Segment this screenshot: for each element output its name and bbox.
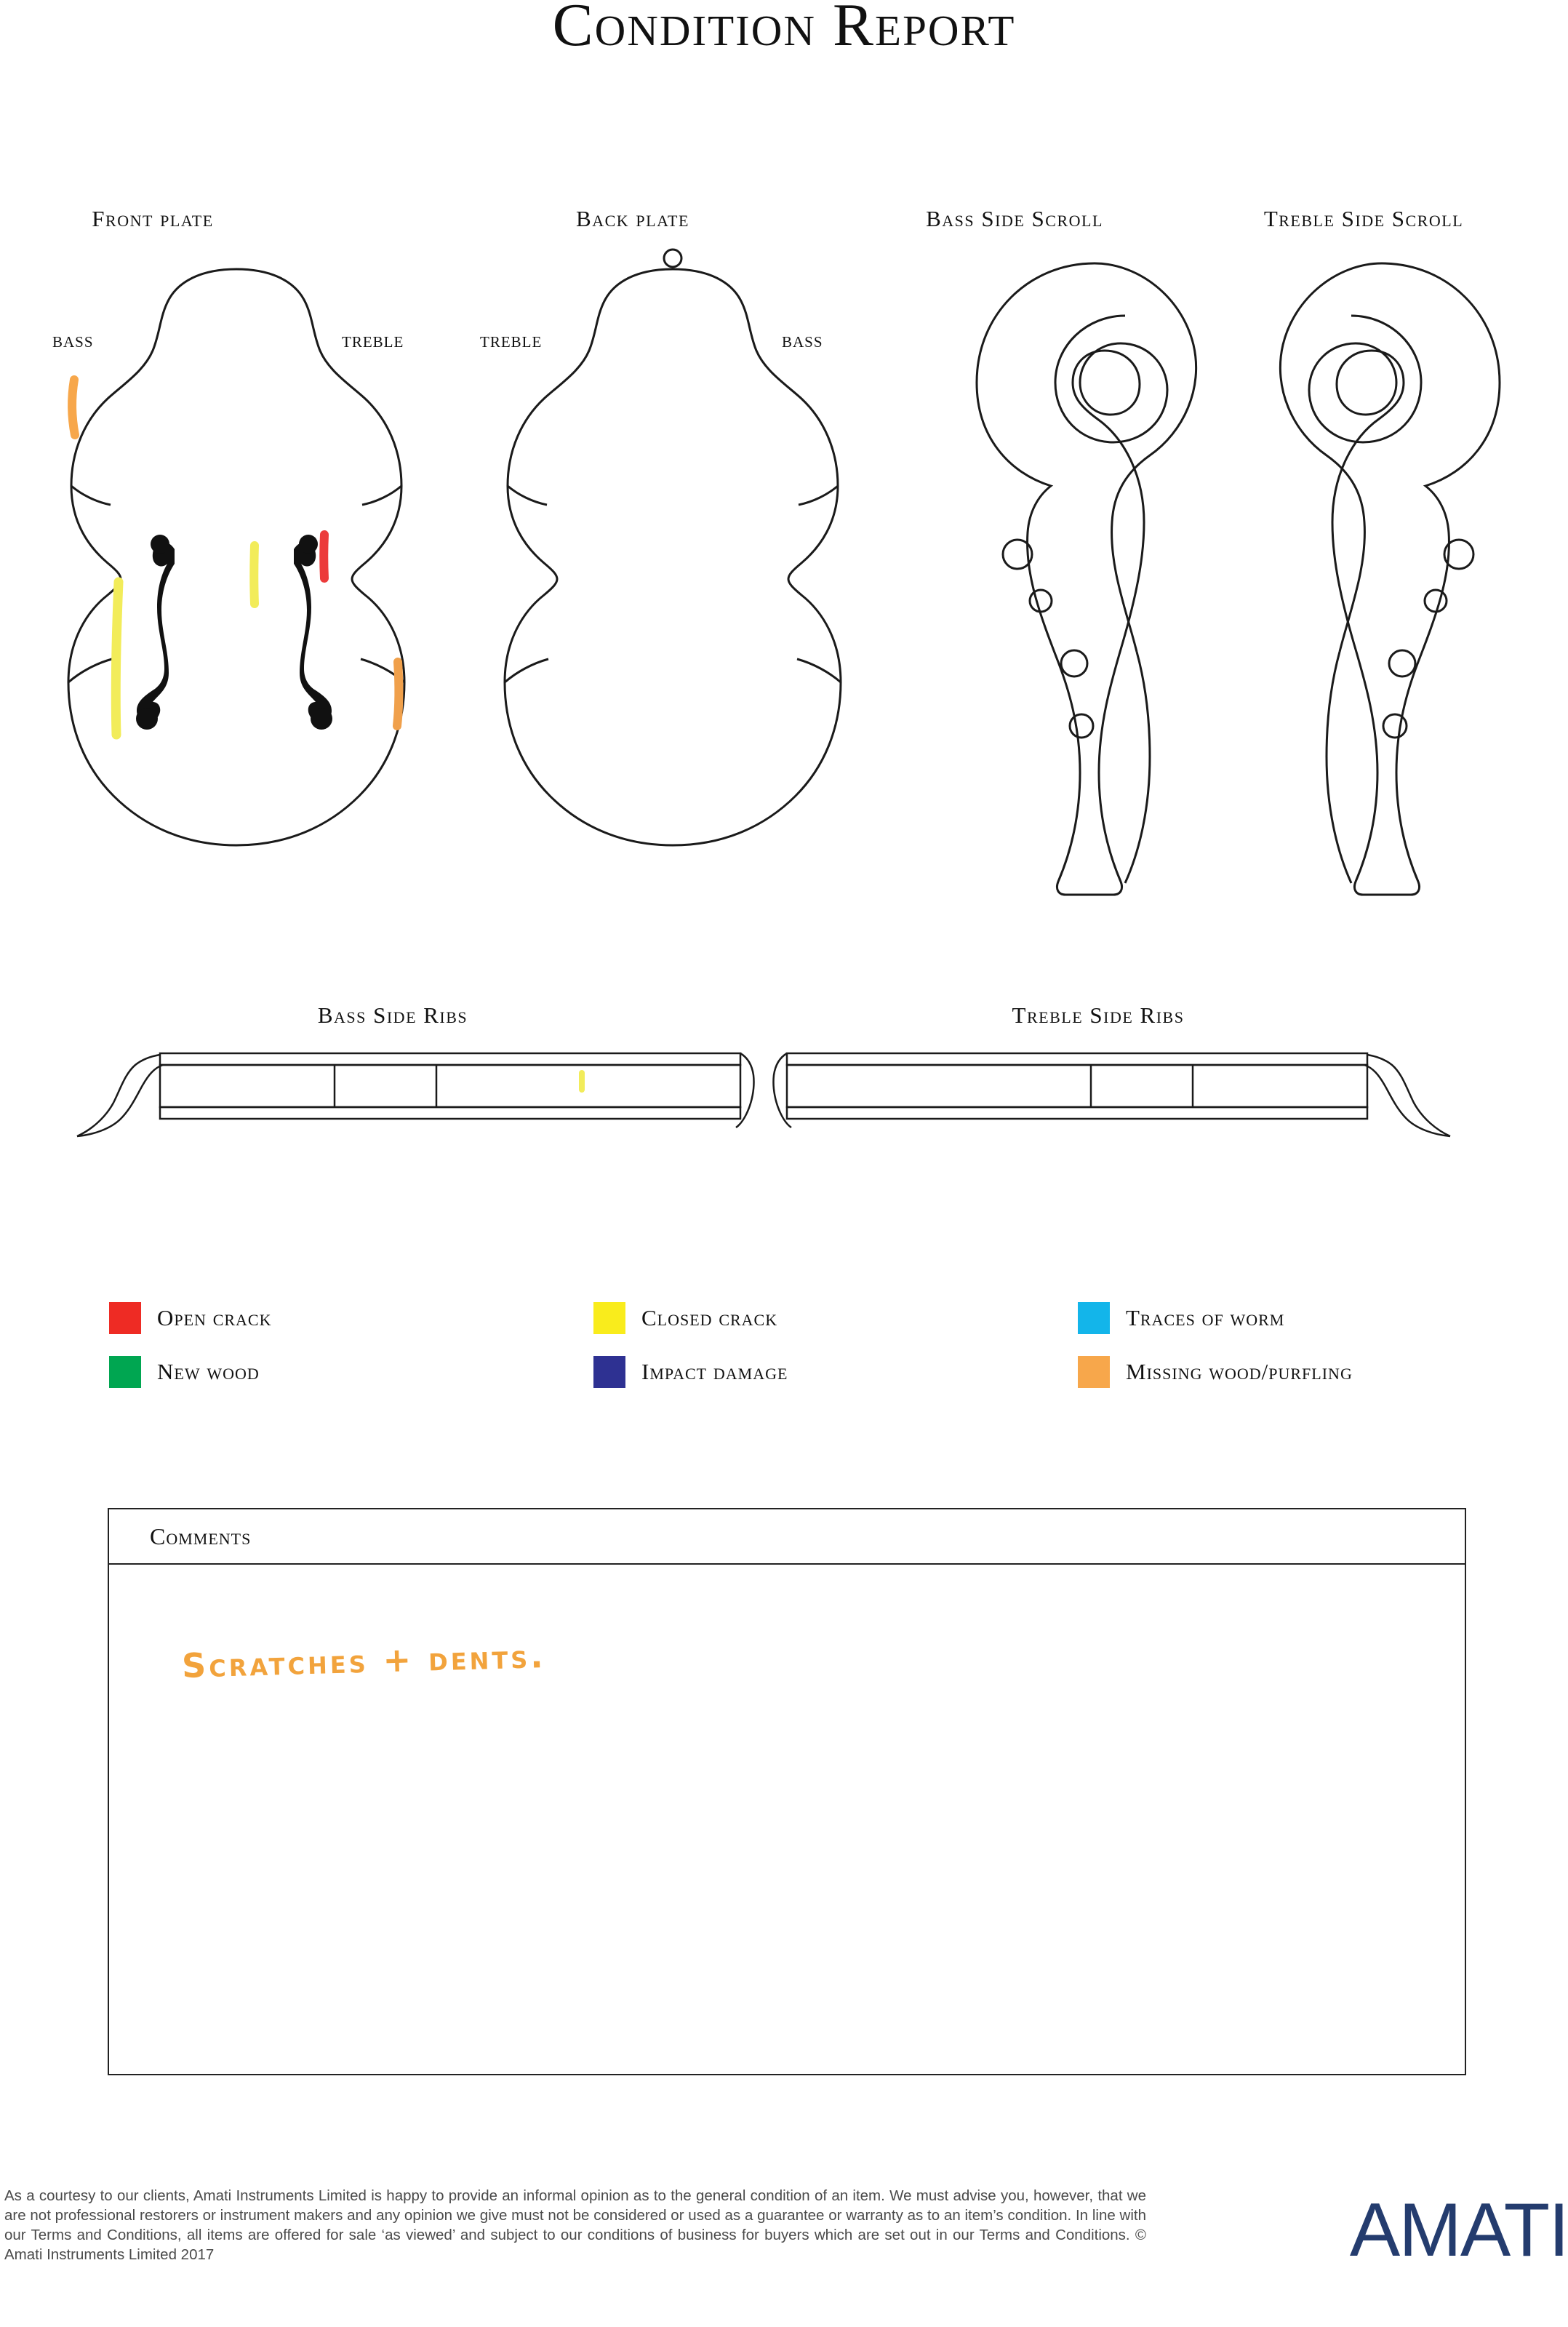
legend-item-missing-wood bbox=[1078, 1356, 1469, 1388]
back-plate-bass-label: BASS bbox=[782, 333, 823, 351]
label-front-plate: Front plate bbox=[92, 206, 214, 231]
marking-closed-crack-centre-treble bbox=[254, 546, 255, 604]
label-treble-side-scroll: Treble Side Scroll bbox=[1263, 206, 1464, 231]
front-plate-bass-label: BASS bbox=[52, 333, 94, 351]
bass-side-ribs-diagram[interactable] bbox=[73, 1033, 756, 1149]
comments-box[interactable] bbox=[108, 1508, 1466, 2075]
legend-swatch-traces-of-worm bbox=[1078, 1302, 1110, 1334]
comments-header-label: Comments bbox=[150, 1522, 252, 1549]
legend-label-traces-of-worm: Traces of worm bbox=[1126, 1305, 1285, 1330]
legend-row-1 bbox=[109, 1302, 1469, 1334]
legend-item-open-crack bbox=[109, 1302, 593, 1334]
legend bbox=[109, 1302, 1469, 1410]
marking-missing-wood-upper-bass bbox=[72, 380, 75, 435]
legend-item-closed-crack bbox=[593, 1302, 1078, 1334]
legend-label-closed-crack: Closed crack bbox=[641, 1305, 778, 1330]
legend-swatch-impact-damage bbox=[593, 1356, 625, 1388]
legend-label-new-wood: New wood bbox=[157, 1359, 260, 1384]
label-back-plate: Back plate bbox=[576, 206, 689, 231]
marking-closed-crack-lower-bass bbox=[116, 582, 119, 735]
label-bass-side-scroll: Bass Side Scroll bbox=[926, 206, 1103, 231]
legend-item-impact-damage bbox=[593, 1356, 1078, 1388]
legend-label-missing-wood: Missing wood/purfling bbox=[1126, 1359, 1353, 1384]
treble-side-scroll-diagram[interactable] bbox=[1244, 255, 1535, 909]
legend-swatch-open-crack bbox=[109, 1302, 141, 1334]
comments-body[interactable] bbox=[109, 1565, 1465, 2074]
back-plate-diagram[interactable] bbox=[480, 240, 873, 909]
front-plate-treble-label: TREBLE bbox=[342, 333, 404, 351]
marking-missing-wood-lower-treble bbox=[397, 662, 399, 726]
footer bbox=[0, 2180, 1568, 2289]
front-plate-diagram[interactable] bbox=[44, 255, 436, 909]
comments-header bbox=[109, 1509, 1465, 1565]
legend-item-traces-of-worm bbox=[1078, 1302, 1469, 1334]
comments-value: Scratches + dents. bbox=[181, 1636, 547, 1685]
legend-swatch-missing-wood bbox=[1078, 1356, 1110, 1388]
legend-item-new-wood bbox=[109, 1356, 593, 1388]
back-plate-treble-label: TREBLE bbox=[480, 333, 543, 351]
legend-swatch-closed-crack bbox=[593, 1302, 625, 1334]
treble-side-ribs-diagram[interactable] bbox=[771, 1033, 1455, 1149]
label-bass-side-ribs: Bass Side Ribs bbox=[317, 1002, 468, 1028]
legend-label-impact-damage: Impact damage bbox=[641, 1359, 788, 1384]
legend-row-2 bbox=[109, 1356, 1469, 1388]
amati-logo: AMATI bbox=[1349, 2188, 1568, 2272]
page-title: Condition Report bbox=[552, 0, 1016, 59]
bass-side-scroll-diagram[interactable] bbox=[942, 255, 1233, 909]
label-treble-side-ribs: Treble Side Ribs bbox=[1012, 1002, 1185, 1028]
legend-label-open-crack: Open crack bbox=[157, 1305, 272, 1330]
footer-disclaimer: As a courtesy to our clients, Amati Instruments Limited is happy to provide an informal opinion as to the general condition of an item. We must advise you, however, that we are not professional restorers or instrument makers and any opinion we give must not be considered or used as a guarantee or warranty as to an item’s condition. In line with our Terms and Conditions, all items are offered for sale ‘as viewed’ and subject to our conditions of business for buyers which are set out in our Terms and Conditions. © Amati Instruments Limited 2017 bbox=[4, 2187, 1146, 2263]
legend-swatch-new-wood bbox=[109, 1356, 141, 1388]
